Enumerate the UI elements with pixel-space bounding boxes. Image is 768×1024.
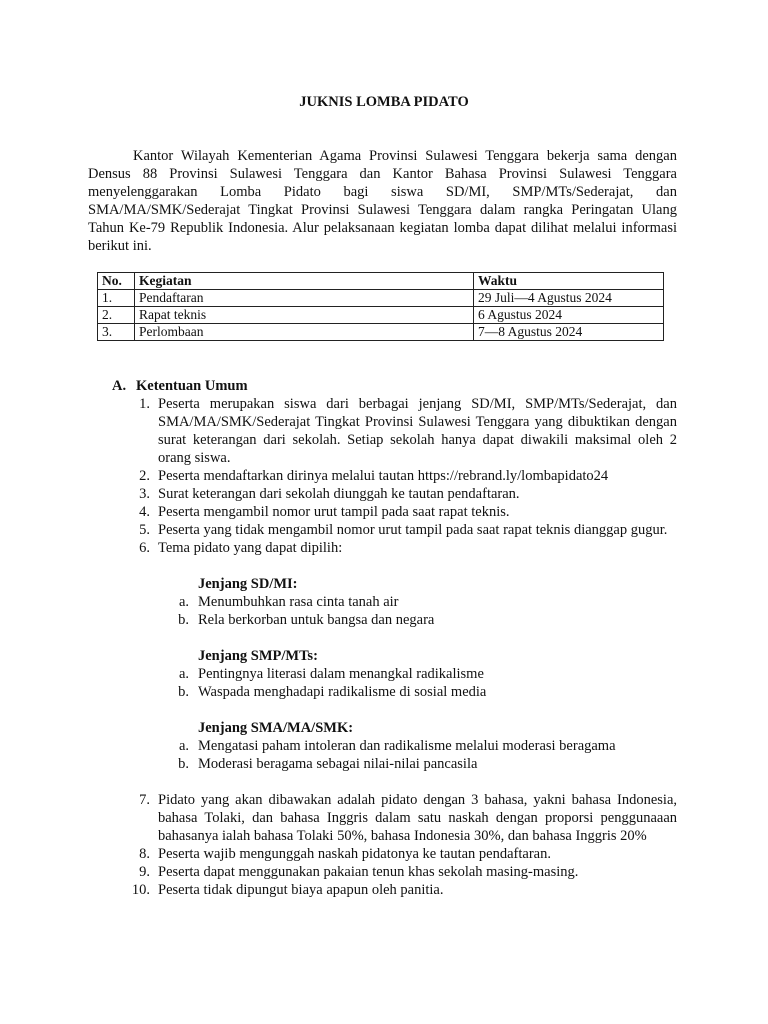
item-text: Peserta tidak dipungut biaya apapun oleh panitia. [158, 882, 444, 898]
option-text: Pentingnya literasi dalam menangkal radikalisme [198, 666, 484, 682]
item-text: Peserta dapat menggunakan pakaian tenun khas sekolah masing-masing. [158, 864, 579, 880]
item-number: 1. [139, 396, 150, 412]
table-header-row [98, 273, 664, 290]
theme-option [112, 665, 682, 683]
list-item [112, 881, 682, 899]
document-title: JUKNIS LOMBA PIDATO [299, 94, 469, 110]
theme-option [112, 683, 682, 701]
table-row [98, 290, 664, 307]
item-text: Tema pidato yang dapat dipilih: [158, 540, 343, 556]
item-number: 9. [139, 864, 150, 880]
list-item [112, 845, 682, 863]
cell-kegiatan: Rapat teknis [135, 307, 474, 324]
item-number: 8. [139, 846, 150, 862]
option-letter: b. [178, 612, 189, 628]
item-text: Peserta wajib mengunggah naskah pidatonya ke tautan pendaftaran. [158, 846, 551, 862]
section-letter: A. [112, 378, 127, 394]
theme-level-heading: Jenjang SMP/MTs: [198, 648, 318, 664]
list-item [112, 791, 682, 845]
option-text: Mengatasi paham intoleran dan radikalisme melalui moderasi beragama [198, 738, 616, 754]
item-text: Peserta yang tidak mengambil nomor urut tampil pada saat rapat teknis dianggap gugur. [158, 522, 668, 538]
option-text: Menumbuhkan rasa cinta tanah air [198, 594, 399, 610]
item-text: Surat keterangan dari sekolah diunggah ke tautan pendaftaran. [158, 486, 520, 502]
theme-group-smp [112, 647, 682, 701]
option-letter: a. [178, 666, 189, 682]
list-item [112, 467, 682, 485]
option-letter: a. [178, 738, 189, 754]
item-number: 7. [139, 792, 150, 808]
item-text: Peserta mengambil nomor urut tampil pada saat rapat teknis. [158, 504, 510, 520]
section-ketentuan-umum [112, 377, 682, 899]
rules-list [112, 395, 682, 557]
list-item [112, 863, 682, 881]
option-letter: a. [178, 594, 189, 610]
option-text: Waspada menghadapi radikalisme di sosial media [198, 684, 487, 700]
theme-group-sd [112, 575, 682, 629]
item-number: 6. [139, 540, 150, 556]
theme-option [112, 593, 682, 611]
option-letter: b. [178, 684, 189, 700]
item-number: 10. [131, 882, 150, 898]
item-text: Peserta merupakan siswa dari berbagai jenjang SD/MI, SMP/MTs/Sederajat, dan SMA/MA/SMK/Sederajat Tingkat Provinsi Sulawesi Tenggara yang dibuktikan dengan surat keterangan dari sekolah. Setiap sekolah hanya dapat diwakili maksimal oleh 2 orang siswa. [158, 396, 677, 466]
item-text: Peserta mendaftarkan dirinya melalui tautan https://rebrand.ly/lombapidato24 [158, 468, 609, 484]
theme-option [112, 737, 682, 755]
header-no: No. [98, 273, 135, 290]
header-waktu: Waktu [474, 273, 664, 290]
section-heading [112, 377, 682, 395]
cell-no: 1. [98, 290, 135, 307]
theme-option [112, 755, 682, 773]
cell-waktu: 6 Agustus 2024 [474, 307, 664, 324]
theme-level-heading: Jenjang SD/MI: [198, 576, 298, 592]
section-title: Ketentuan Umum [136, 378, 248, 394]
cell-no: 3. [98, 324, 135, 341]
list-item [112, 395, 682, 467]
option-letter: b. [178, 756, 189, 772]
item-number: 2. [139, 468, 150, 484]
item-number: 5. [139, 522, 150, 538]
theme-group-sma [112, 719, 682, 773]
cell-waktu: 29 Juli—4 Agustus 2024 [474, 290, 664, 307]
item-number: 4. [139, 504, 150, 520]
cell-no: 2. [98, 307, 135, 324]
schedule-table [97, 272, 664, 341]
item-text: Pidato yang akan dibawakan adalah pidato dengan 3 bahasa, yakni bahasa Indonesia, bahasa Tolaki, dan bahasa Inggris dalam satu naskah dengan proporsi penggunaaan bahasanya ialah bahasa Tolaki 50%, bahasa Indonesia 30%, dan bahasa Inggris 20% [158, 792, 677, 844]
theme-level-heading: Jenjang SMA/MA/SMK: [198, 720, 354, 736]
list-item [112, 539, 682, 557]
list-item [112, 521, 682, 539]
rules-list-continued [112, 791, 682, 899]
item-number: 3. [139, 486, 150, 502]
list-item [112, 485, 682, 503]
header-kegiatan: Kegiatan [135, 273, 474, 290]
list-item [112, 503, 682, 521]
option-text: Rela berkorban untuk bangsa dan negara [198, 612, 435, 628]
intro-paragraph: Kantor Wilayah Kementerian Agama Provinsi Sulawesi Tenggara bekerja sama dengan Densus 88 Provinsi Sulawesi Tenggara dan Kantor Bahasa Provinsi Sulawesi Tenggara menyelenggarakan Lomba Pidato bagi siswa SD/MI, SMP/MTs/Sederajat, dan SMA/MA/SMK/Sederajat Tingkat Provinsi Sulawesi Tenggara dalam rangka Peringatan Ulang Tahun Ke-79 Republik Indonesia. Alur pelaksanaan kegiatan lomba dapat dilihat melalui informasi berikut ini. [88, 148, 677, 254]
table-row [98, 307, 664, 324]
table-row [98, 324, 664, 341]
option-text: Moderasi beragama sebagai nilai-nilai pancasila [198, 756, 478, 772]
cell-kegiatan: Pendaftaran [135, 290, 474, 307]
theme-option [112, 611, 682, 629]
cell-kegiatan: Perlombaan [135, 324, 474, 341]
spacer [112, 773, 682, 791]
cell-waktu: 7—8 Agustus 2024 [474, 324, 664, 341]
